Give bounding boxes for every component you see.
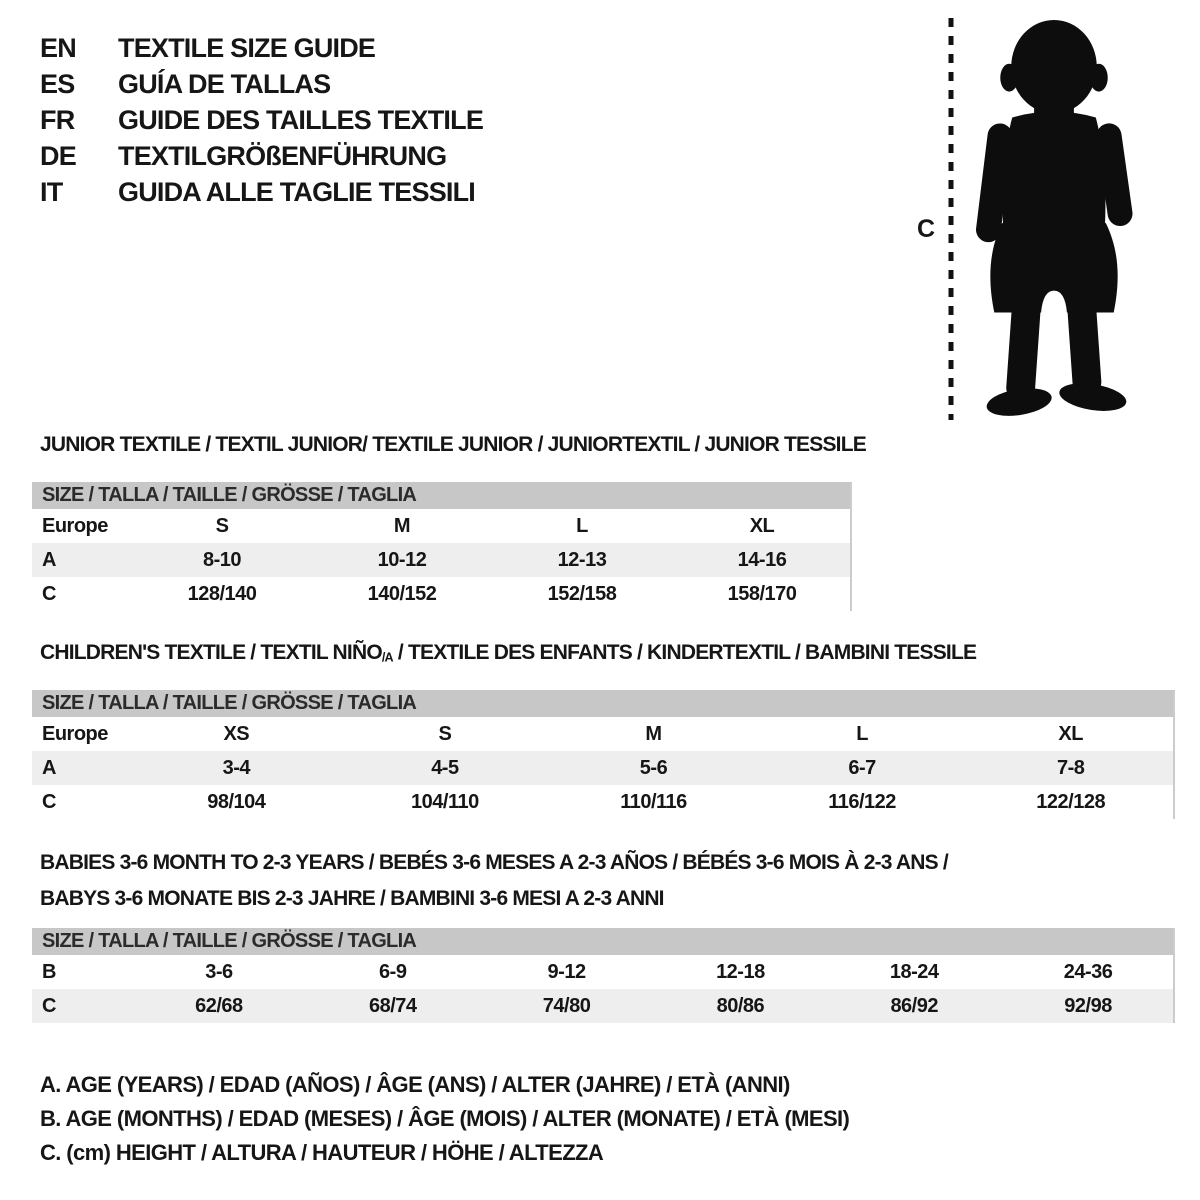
lang-code: FR: [40, 104, 75, 135]
height-cell: 80/86: [716, 994, 765, 1017]
junior-size-table: [32, 482, 852, 611]
height-cell: 122/128: [1036, 790, 1106, 813]
height-cell: 128/140: [187, 582, 257, 605]
size-cell: XS: [223, 722, 250, 745]
row-label: C: [42, 582, 56, 605]
row-label: Europe: [42, 514, 108, 537]
height-cell: 140/152: [367, 582, 437, 605]
height-cell: 86/92: [890, 994, 938, 1017]
height-cell: 110/116: [620, 790, 687, 813]
heading-text: CHILDREN'S TEXTILE / TEXTIL NIÑO: [40, 641, 382, 664]
height-measure-label: C: [917, 215, 936, 243]
lang-title: TEXTILGRÖßENFÜHRUNG: [118, 140, 447, 171]
age-cell: 12-13: [557, 548, 607, 571]
row-label: A: [42, 756, 56, 779]
size-table-header: SIZE / TALLA / TAILLE / GRÖSSE / TAGLIA: [32, 690, 1175, 717]
children-size-table: [32, 690, 1175, 819]
babies-heading-line1: BABIES 3-6 MONTH TO 2-3 YEARS / BEBÉS 3-6 MESES A 2-3 AÑOS / BÉBÉS 3-6 MOIS À 2-3 ANS /: [40, 851, 948, 874]
lang-row-en: [40, 30, 483, 66]
lang-code: ES: [40, 68, 75, 99]
age-cell: 7-8: [1056, 756, 1085, 779]
table-row-height-cm: [32, 989, 1175, 1023]
row-label: B: [42, 960, 56, 983]
lang-row-es: [40, 66, 483, 102]
babies-size-table: [32, 928, 1175, 1023]
age-cell: 9-12: [547, 960, 586, 983]
table-row-age-years: [32, 543, 852, 577]
lang-code: DE: [40, 140, 76, 171]
size-table-header: SIZE / TALLA / TAILLE / GRÖSSE / TAGLIA: [32, 482, 852, 509]
row-label: C: [42, 790, 56, 813]
table-row-age-months: [32, 955, 1175, 989]
height-cell: 98/104: [207, 790, 266, 813]
row-label: C: [42, 994, 56, 1017]
row-label: A: [42, 548, 56, 571]
age-cell: 14-16: [737, 548, 787, 571]
legend-line-c: C. (cm) HEIGHT / ALTURA / HAUTEUR / HÖHE / ALTEZZA: [40, 1140, 604, 1165]
legend-line-a: A. AGE (YEARS) / EDAD (AÑOS) / ÂGE (ANS) / ALTER (JAHRE) / ETÀ (ANNI): [40, 1072, 790, 1097]
lang-row-de: [40, 138, 483, 174]
lang-code: IT: [40, 176, 63, 207]
heading-subscript: /A: [381, 650, 393, 665]
lang-title: GUIDA ALLE TAGLIE TESSILI: [118, 176, 475, 207]
size-cell: M: [393, 514, 411, 537]
age-cell: 6-9: [379, 960, 407, 983]
height-cell: 152/158: [547, 582, 617, 605]
babies-section-heading: [40, 845, 948, 917]
size-cell: L: [856, 722, 868, 745]
age-cell: 4-5: [431, 756, 459, 779]
heading-text: / TEXTILE DES ENFANTS / KINDERTEXTIL / BAMBINI TESSILE: [392, 641, 977, 664]
height-cell: 92/98: [1064, 994, 1112, 1017]
size-cell: M: [645, 722, 662, 745]
junior-section-heading: JUNIOR TEXTILE / TEXTIL JUNIOR/ TEXTILE JUNIOR / JUNIORTEXTIL / JUNIOR TESSILE: [40, 433, 866, 456]
height-cell: 104/110: [411, 790, 479, 813]
table-row-europe: [32, 717, 1175, 751]
height-cell: 158/170: [727, 582, 797, 605]
row-label: Europe: [42, 722, 108, 745]
height-measure-dashed-line: [947, 16, 955, 420]
table-row-age-years: [32, 751, 1175, 785]
age-cell: 5-6: [639, 756, 668, 779]
size-cell: S: [438, 722, 452, 745]
toddler-silhouette-icon: [962, 12, 1147, 420]
age-cell: 24-36: [1063, 960, 1113, 983]
age-cell: 10-12: [377, 548, 427, 571]
age-cell: 6-7: [848, 756, 876, 779]
size-table-header: SIZE / TALLA / TAILLE / GRÖSSE / TAGLIA: [32, 928, 1175, 955]
legend-line-b: B. AGE (MONTHS) / EDAD (MESES) / ÂGE (MOIS) / ALTER (MONATE) / ETÀ (MESI): [40, 1106, 850, 1131]
children-section-heading: [40, 641, 976, 665]
table-row-height-cm: [32, 577, 852, 611]
age-cell: 8-10: [202, 548, 242, 571]
height-cell: 74/80: [542, 994, 591, 1017]
lang-row-it: [40, 174, 483, 210]
table-row-height-cm: [32, 785, 1175, 819]
age-cell: 12-18: [716, 960, 765, 983]
age-cell: 18-24: [889, 960, 939, 983]
height-cell: 116/122: [828, 790, 896, 813]
lang-code: EN: [40, 32, 76, 63]
size-cell: XL: [749, 514, 775, 537]
lang-title: GUÍA DE TALLAS: [118, 68, 331, 99]
age-cell: 3-4: [222, 756, 250, 779]
size-cell: S: [215, 514, 229, 537]
babies-heading-line2: BABYS 3-6 MONATE BIS 2-3 JAHRE / BAMBINI 3-6 MESI A 2-3 ANNI: [40, 887, 664, 910]
height-cell: 68/74: [368, 994, 417, 1017]
lang-title: TEXTILE SIZE GUIDE: [118, 32, 376, 63]
language-title-block: [40, 30, 483, 210]
size-cell: L: [576, 514, 588, 537]
measurement-legend: [40, 1068, 849, 1170]
table-row-europe: [32, 509, 852, 543]
height-cell: 62/68: [195, 994, 243, 1017]
size-cell: XL: [1058, 722, 1083, 745]
lang-row-fr: [40, 102, 483, 138]
lang-title: GUIDE DES TAILLES TEXTILE: [118, 104, 484, 135]
age-cell: 3-6: [205, 960, 233, 983]
